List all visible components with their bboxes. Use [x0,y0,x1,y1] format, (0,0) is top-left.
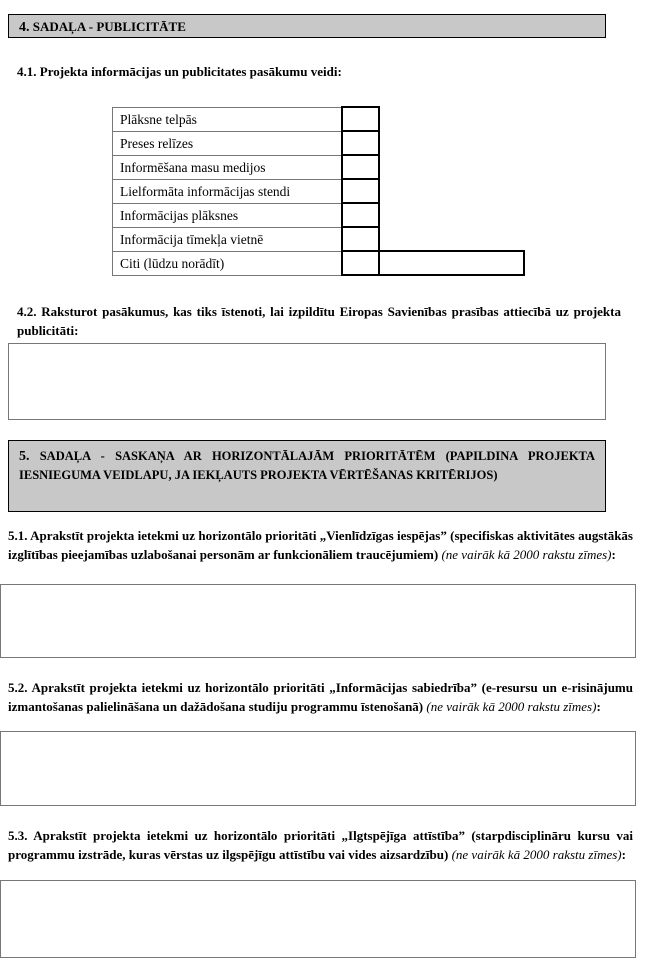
question-5-2-text: 5.2. Aprakstīt projekta ietekmi uz horizontālo prioritāti „Informācijas sabiedrība” (e-resursu un e-risinājumu izmantošanas palielināšana un dažādošana studiju programmu īstenošanā) [8,680,633,714]
answer-5-1-field[interactable] [0,584,636,658]
measure-label: Preses relīzes [113,131,342,155]
table-row [113,227,524,251]
table-row [113,107,524,131]
table-row [113,203,524,227]
question-5-1-text: 5.1. Aprakstīt projekta ietekmi uz horizontālo prioritāti „Vienlīdzīgas iespējas” (specifiskas aktivitātes augstākās izglītības pieejamības uzlabošanai personām ar funkcionāliem traucējumiem) [8,528,633,562]
char-limit-note: (ne vairāk kā 2000 rakstu zīmes) [441,547,612,562]
answer-5-3-field[interactable] [0,880,636,958]
answer-4-2-field[interactable] [8,343,606,420]
answer-5-2-field[interactable] [0,731,636,806]
char-limit-note: (ne vairāk kā 2000 rakstu zīmes) [451,847,622,862]
section-4-title: SADAĻA - PUBLICITĀTE [32,19,186,34]
measure-label: Citi (lūdzu norādīt) [113,251,342,275]
measure-checkbox[interactable] [342,227,379,251]
question-5-2: 5.2. Aprakstīt projekta ietekmi uz horizontālo prioritāti „Informācijas sabiedrība” (e-resursu un e-risinājumu izmantošanas palielināšana un dažādošana studiju programmu īstenošanā) (ne vairāk kā 2000 rakstu zīmes): [8,680,633,714]
table-row [113,131,524,155]
measure-checkbox[interactable] [342,251,379,275]
section-5-number: 5. [19,449,30,464]
measure-checkbox[interactable] [342,179,379,203]
section-4-header [8,14,606,38]
char-limit-note: (ne vairāk kā 2000 rakstu zīmes) [426,699,597,714]
measure-label: Informācijas plāksnes [113,203,342,227]
question-4-2: 4.2. Raksturot pasākumus, kas tiks īstenoti, lai izpildītu Eiropas Savienības prasības attiecībā uz projekta publicitāti: [17,304,621,338]
section-4-number: 4. [19,20,30,35]
measure-checkbox[interactable] [342,203,379,227]
measure-checkbox[interactable] [342,155,379,179]
question-5-3-text: 5.3. Aprakstīt projekta ietekmi uz horizontālo prioritāti „Ilgtspējīga attīstība” (starpdisciplināru kursu vai programmu izstrāde, kuras vērstas uz ilgspējīgu attīstību vai vides aizsardzību) [8,828,633,862]
table-row [113,155,524,179]
section-5-header [8,440,606,512]
measure-checkbox[interactable] [342,131,379,155]
question-5-1: 5.1. Aprakstīt projekta ietekmi uz horizontālo prioritāti „Vienlīdzīgas iespējas” (specifiskas aktivitātes augstākās izglītības pieejamības uzlabošanai personām ar funkcionāliem traucējumiem) (ne vairāk kā 2000 rakstu zīmes): [8,528,633,562]
table-row [113,251,524,275]
measure-checkbox[interactable] [342,107,379,131]
question-5-3: 5.3. Aprakstīt projekta ietekmi uz horizontālo prioritāti „Ilgtspējīga attīstība” (starpdisciplināru kursu vai programmu izstrāde, kuras vērstas uz ilgspējīgu attīstību vai vides aizsardzību) (ne vairāk kā 2000 rakstu zīmes): [8,828,633,862]
question-4-1: 4.1. Projekta informācijas un publicitates pasākumu veidi: [17,64,342,79]
measure-label: Lielformāta informācijas stendi [113,179,342,203]
publicity-measures-table [112,106,525,276]
other-specify-field[interactable] [379,251,524,275]
measure-label: Informācija tīmekļa vietnē [113,227,342,251]
table-row [113,179,524,203]
measure-label: Informēšana masu medijos [113,155,342,179]
section-5-title: SADAĻA - SASKAŅA AR HORIZONTĀLAJĀM PRIORITĀTĒM (PAPILDINA PROJEKTA IESNIEGUMA VEIDLAPU, JA IEKĻAUTS PROJEKTA VĒRTĒŠANAS KRITĒRIJOS) [19,449,595,482]
measure-label: Plāksne telpās [113,107,342,131]
